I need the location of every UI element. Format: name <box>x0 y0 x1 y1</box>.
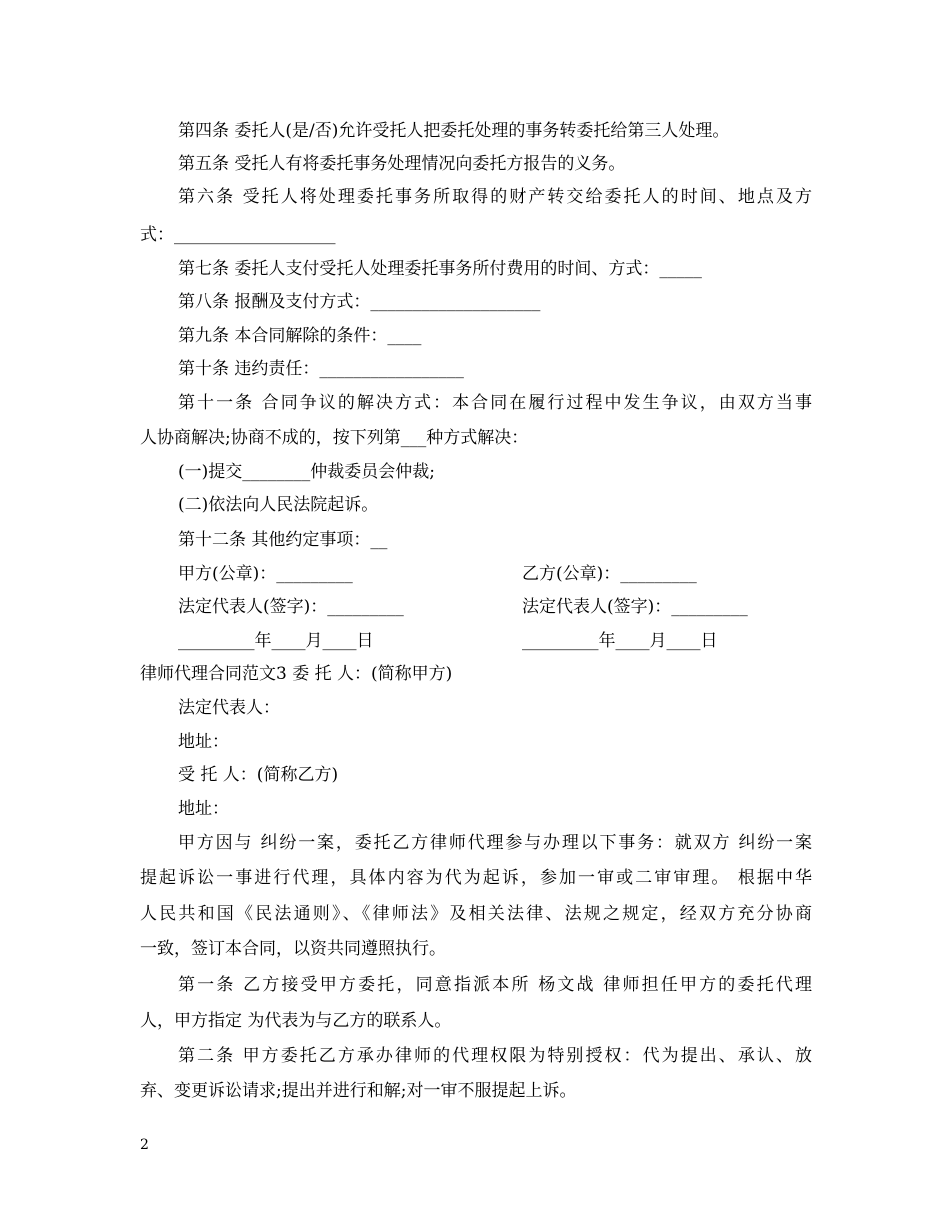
article-12-line: 第十二条 其他约定事项：__ <box>178 530 388 550</box>
clause-2-continuation: 弃、变更诉讼请求;提出并进行和解;对一审不服提起上诉。 <box>140 1081 577 1101</box>
article-11-continuation: 人协商解决;协商不成的，按下列第___种方式解决： <box>140 428 529 448</box>
party-b-seal: 乙方(公章)：_________ <box>522 564 697 584</box>
party-a-seal: 甲方(公章)：_________ <box>178 564 353 584</box>
preamble-line-1: 甲方因与 纠纷一案，委托乙方律师代理参与办理以下事务：就双方 纠纷一案 <box>178 833 812 853</box>
preamble-line-3: 人民共和国《民法通则》、《律师法》及相关法律、法规之规定，经双方充分协商 <box>140 904 812 924</box>
article-6-continuation: 式：___________________ <box>140 225 336 245</box>
preamble-line-2: 提起诉讼一事进行代理，具体内容为代为起诉，参加一审或二审审理。 根据中华 <box>140 868 812 888</box>
article-7-line: 第七条 委托人支付受托人处理委托事务所付费用的时间、方式：_____ <box>178 259 702 279</box>
article-6-line: 第六条 受托人将处理委托事务所取得的财产转交给委托人的时间、地点及方 <box>178 187 812 207</box>
legal-representative-line: 法定代表人： <box>178 698 280 718</box>
clause-1-continuation: 人，甲方指定 为代表为与乙方的联系人。 <box>140 1011 452 1031</box>
party-a-date: _________年____月____日 <box>178 631 374 651</box>
party-b-date: _________年____月____日 <box>522 631 718 651</box>
article-11-line: 第十一条 合同争议的解决方式：本合同在履行过程中发生争议，由双方当事 <box>178 393 812 413</box>
preamble-line-4: 一致，签订本合同，以资共同遵照执行。 <box>140 939 446 959</box>
party-b-representative: 法定代表人(签字)：_________ <box>522 597 748 617</box>
party-a-representative: 法定代表人(签字)：_________ <box>178 597 404 617</box>
article-4-line: 第四条 委托人(是/否)允许受托人把委托处理的事务转委托给第三人处理。 <box>178 121 730 141</box>
address-line-1: 地址： <box>178 732 229 752</box>
clause-1-line: 第一条 乙方接受甲方委托，同意指派本所 杨文战 律师担任甲方的委托代理 <box>178 975 812 995</box>
option-1-line: (一)提交________仲裁委员会仲裁; <box>178 462 435 482</box>
option-2-line: (二)依法向人民法院起诉。 <box>178 495 379 515</box>
article-8-line: 第八条 报酬及支付方式：____________________ <box>178 292 541 312</box>
address-line-2: 地址： <box>178 799 229 819</box>
article-10-line: 第十条 违约责任：_________________ <box>178 359 464 379</box>
trustee-line: 受 托 人：(简称乙方) <box>178 765 339 785</box>
page-number: 2 <box>140 1137 149 1153</box>
clause-2-line: 第二条 甲方委托乙方承办律师的代理权限为特别授权：代为提出、承认、放 <box>178 1046 812 1066</box>
section-heading: 律师代理合同范文3 委 托 人：(简称甲方) <box>140 664 453 684</box>
article-9-line: 第九条 本合同解除的条件：____ <box>178 326 422 346</box>
article-5-line: 第五条 受托人有将委托事务处理情况向委托方报告的义务。 <box>178 154 626 174</box>
